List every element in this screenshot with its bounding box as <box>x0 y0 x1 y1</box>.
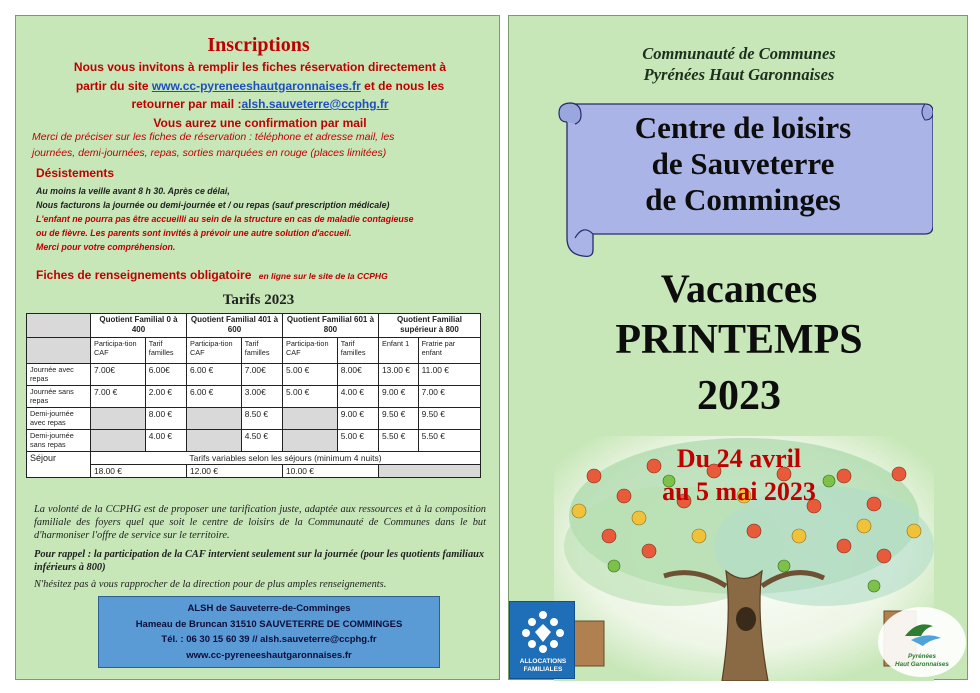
group-header: Quotient Familial 0 à 400 <box>91 314 187 338</box>
table-cell: 9.50 € <box>418 408 480 430</box>
inscriptions-title: Inscriptions <box>207 34 310 56</box>
table-row <box>27 386 481 408</box>
table-header-row <box>27 314 481 338</box>
table-cell: 7.00 € <box>91 386 146 408</box>
table-subheader-row <box>27 338 481 364</box>
contact-line-3[interactable]: Tél. : 06 30 15 60 39 // alsh.sauveterre@ccphg.fr <box>161 634 377 645</box>
row-label: Journée avec repas <box>27 364 91 386</box>
table-cell: 3.00€ <box>241 386 282 408</box>
vacances-title: Vacances <box>660 266 818 311</box>
insc-line-2 <box>30 77 490 96</box>
info-panel <box>15 15 500 680</box>
group-header: Quotient Familial supérieur à 800 <box>378 314 480 338</box>
cover-panel <box>508 15 968 680</box>
subheader: Enfant 1 <box>378 338 418 364</box>
dates-text <box>509 442 969 508</box>
tarifs-table <box>26 313 481 478</box>
insc-line-3-pre: retourner par mail : <box>131 97 242 111</box>
table-cell: 6.00 € <box>186 364 241 386</box>
des-line-4: ou de fièvre. Les parents sont invités à prévoir une autre solution d'accueil. <box>36 228 352 239</box>
dates-line-1: Du 24 avril <box>676 444 802 473</box>
contact-box <box>98 596 440 668</box>
printemps-title: PRINTEMPS <box>615 317 863 363</box>
table-cell: 4.50 € <box>241 430 282 452</box>
sejour-value: 12.00 € <box>186 465 282 478</box>
des-line-2: Nous facturons la journée ou demi-journée et / ou repas (sauf prescription médicale) <box>36 200 390 211</box>
row-label: Journée sans repas <box>27 386 91 408</box>
table-cell-empty <box>378 465 480 478</box>
centre-line-3: de Comminges <box>645 182 841 217</box>
centre-line-1: Centre de loisirs <box>634 110 852 145</box>
table-cell: 5.50 € <box>378 430 418 452</box>
desistements-text <box>36 184 491 254</box>
subheader: Participa-tion CAF <box>282 338 337 364</box>
subheader: Tarif familles <box>337 338 378 364</box>
insc-line-2-pre: partir du site <box>75 78 149 93</box>
community-line-2: Pyrénées Haut Garonnaises <box>643 65 835 84</box>
sejour-row <box>27 452 481 465</box>
subheader: Tarif familles <box>145 338 186 364</box>
merci-line-1: Merci de préciser sur les fiches de réservation : téléphone et adresse mail, les <box>32 131 395 143</box>
sejour-note: Tarifs variables selon les séjours (minimum 4 nuits) <box>91 452 481 465</box>
community-line-1: Communauté de Communes <box>642 44 836 63</box>
table-cell: 9.00 € <box>337 408 378 430</box>
fiches-title <box>36 268 388 282</box>
table-cell: 2.00 € <box>145 386 186 408</box>
des-line-1: Au moins la veille avant 8 h 30. Après ce délai, <box>36 186 230 196</box>
table-cell-empty <box>186 430 241 452</box>
centre-line-2: de Sauveterre <box>651 146 835 181</box>
inscriptions-text <box>30 58 490 132</box>
group-header: Quotient Familial 601 à 800 <box>282 314 378 338</box>
caf-caption <box>510 658 576 673</box>
fiches-label: Fiches de renseignements obligatoire <box>36 268 252 282</box>
table-cell: 5.00 € <box>337 430 378 452</box>
table-cell: 5.50 € <box>418 430 480 452</box>
hesitez-text: N'hésitez pas à vous rapprocher de la direction pour de plus amples renseignements. <box>34 579 387 590</box>
desistements-title: Désistements <box>36 166 115 180</box>
volonte-text: La volonté de la CCPHG est de proposer une tarification juste, adaptée aux ressources et à la composition familiale des foyers quel que soit le centre de loisirs de la Communauté de Communes dans le but d'harmoniser l'offre de service sur le territoire. <box>34 504 486 542</box>
table-cell: 5.00 € <box>282 364 337 386</box>
subheader: Participa-tion CAF <box>91 338 146 364</box>
table-cell: 5.00 € <box>282 386 337 408</box>
fiches-note: en ligne sur le site de la CCPHG <box>258 271 388 281</box>
merci-line-2: journées, demi-journées, repas, sorties marquées en rouge (places limitées) <box>32 146 387 159</box>
merci-text <box>32 130 488 161</box>
table-row <box>27 364 481 386</box>
centre-title <box>569 110 917 218</box>
contact-line-1: ALSH de Sauveterre-de-Comminges <box>187 603 351 614</box>
table-cell: 13.00 € <box>378 364 418 386</box>
table-row <box>27 430 481 452</box>
table-cell: 4.00 € <box>145 430 186 452</box>
table-cell-empty <box>186 408 241 430</box>
caf-emblem-icon <box>510 602 576 658</box>
subheader: Tarif familles <box>241 338 282 364</box>
pyr-line-2: Haut Garonnaises <box>895 660 949 668</box>
row-label: Demi-journée sans repas <box>27 430 91 452</box>
table-row <box>27 408 481 430</box>
table-corner <box>27 314 91 338</box>
email-link[interactable]: alsh.sauveterre@ccphg.fr <box>241 97 389 111</box>
table-cell: 6.00 € <box>186 386 241 408</box>
website-link[interactable]: www.cc-pyreneeshautgaronnaises.fr <box>151 78 361 93</box>
table-cell: 11.00 € <box>418 364 480 386</box>
subheader: Fratrie par enfant <box>418 338 480 364</box>
caf-logo <box>509 601 575 679</box>
contact-website[interactable]: www.cc-pyreneeshautgaronnaises.fr <box>186 649 352 661</box>
sejour-values-row <box>27 465 481 478</box>
group-header: Quotient Familial 401 à 600 <box>186 314 282 338</box>
insc-line-3 <box>30 95 490 114</box>
insc-line-2-post: et de nous les <box>364 78 445 93</box>
insc-line-1: Nous vous invitons à remplir les fiches réservation directement à <box>73 60 447 74</box>
pyrenees-logo-text <box>877 653 967 668</box>
table-cell: 7.00€ <box>91 364 146 386</box>
table-cell: 7.00€ <box>241 364 282 386</box>
des-line-5: Merci pour votre compréhension. <box>36 242 176 253</box>
sejour-label: Séjour <box>27 452 91 478</box>
subheader: Participa-tion CAF <box>186 338 241 364</box>
table-cell: 4.00 € <box>337 386 378 408</box>
year-title: 2023 <box>697 373 781 419</box>
row-label: Demi-journée avec repas <box>27 408 91 430</box>
table-cell-empty <box>282 430 337 452</box>
table-cell: 8.50 € <box>241 408 282 430</box>
pyr-line-1: Pyrénées <box>907 653 936 660</box>
table-cell: 7.00 € <box>418 386 480 408</box>
community-name <box>509 43 969 85</box>
table-corner <box>27 338 91 364</box>
dates-line-2: au 5 mai 2023 <box>662 477 816 506</box>
table-cell-empty <box>91 408 146 430</box>
table-cell: 9.50 € <box>378 408 418 430</box>
table-cell-empty <box>91 430 146 452</box>
table-cell: 6.00€ <box>145 364 186 386</box>
table-cell: 9.00 € <box>378 386 418 408</box>
rappel-text: Pour rappel : la participation de la CAF intervient seulement sur la journée (pour les quotients familiaux inférieurs à 800) <box>34 549 485 574</box>
table-cell-empty <box>282 408 337 430</box>
insc-line-4: Vous aurez une confirmation par mail <box>153 115 367 130</box>
caf-line-2: FAMILIALES <box>523 665 563 673</box>
sejour-value: 18.00 € <box>91 465 187 478</box>
tarifs-title: Tarifs 2023 <box>222 292 295 308</box>
contact-line-2: Hameau de Bruncan 31510 SAUVETERRE DE COMMINGES <box>135 618 403 630</box>
table-cell: 8.00 € <box>145 408 186 430</box>
caf-line-1: ALLOCATIONS <box>519 658 567 665</box>
sejour-value: 10.00 € <box>282 465 378 478</box>
des-line-3: L'enfant ne pourra pas être accueilli au sein de la structure en cas de maladie contagieuse <box>36 214 414 225</box>
table-cell: 8.00€ <box>337 364 378 386</box>
